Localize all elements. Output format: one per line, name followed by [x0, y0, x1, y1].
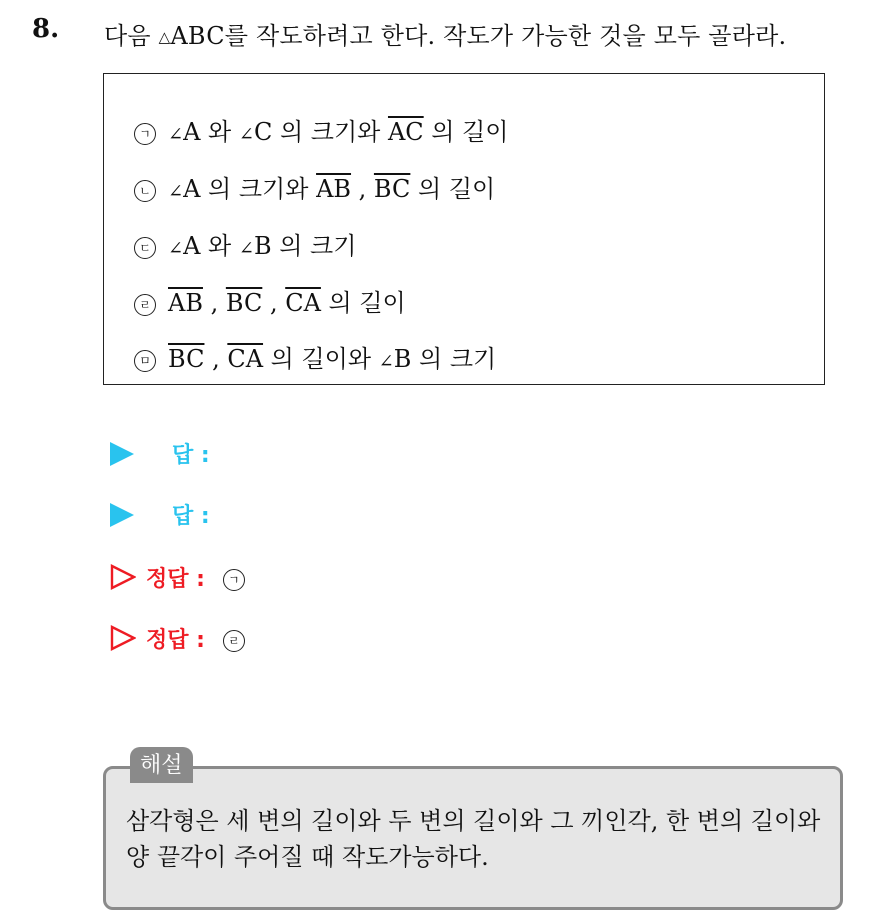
question-text-suffix: 를 작도하려고 한다. 작도가 가능한 것을 모두 골라라. [224, 22, 787, 50]
angle-symbol: ∠ [168, 124, 184, 145]
angle-symbol: ∠ [168, 181, 184, 202]
option-mark: ㄷ [134, 237, 156, 259]
answer-line-2 [110, 499, 210, 530]
explanation-tab: 해설 [130, 747, 193, 783]
angle-symbol: ∠ [238, 124, 254, 145]
option-text: 의 길이와 [263, 345, 379, 373]
question-text [104, 16, 786, 51]
answer-label: 답 : [172, 504, 210, 529]
angle-symbol: ∠ [238, 238, 254, 259]
triangle-name: ABC [170, 22, 225, 50]
option-text: , [351, 175, 374, 203]
explanation-box [103, 766, 843, 910]
option-mark: ㄱ [134, 123, 156, 145]
correct-value: ㄱ [223, 569, 245, 591]
option-3 [134, 226, 356, 261]
outline-arrow-icon [110, 564, 136, 590]
option-2 [134, 169, 495, 204]
answer-label: 답 : [172, 443, 210, 468]
option-text: , [262, 289, 286, 317]
answer-line-1 [110, 438, 210, 469]
option-text: B 의 크기 [393, 345, 497, 373]
option-text: A 의 크기와 [183, 175, 317, 203]
segment-label: $\overline{BC}$ [168, 345, 205, 373]
correct-label: 정답 : [146, 567, 205, 592]
option-5 [134, 339, 496, 374]
segment-label: $\overline{AB}$ [168, 289, 203, 317]
segment-label: $\overline{CA}$ [285, 289, 321, 317]
segment-label: $\overline{BC}$ [225, 289, 263, 317]
segment-label: $\overline{BC}$ [373, 175, 411, 203]
correct-value: ㄹ [223, 630, 245, 652]
question-text-prefix: 다음 [104, 22, 151, 50]
correct-answer-line-1 [110, 562, 245, 593]
outline-arrow-icon [110, 625, 136, 651]
segment-label: $\overline{AB}$ [316, 175, 352, 203]
segment-label: $\overline{CA}$ [227, 345, 264, 373]
option-text: 의 길이 [320, 289, 406, 317]
segment-label: $\overline{AC}$ [387, 118, 424, 146]
angle-symbol: ∠ [168, 238, 184, 259]
option-text: , [202, 289, 226, 317]
angle-symbol: ∠ [378, 351, 394, 372]
option-text: , [204, 345, 228, 373]
triangle-symbol: △ [158, 28, 171, 46]
option-text: 의 길이 [423, 118, 509, 146]
option-mark: ㅁ [134, 350, 156, 372]
option-text: B 의 크기 [253, 232, 357, 260]
option-text: 의 길이 [410, 175, 496, 203]
option-mark: ㄹ [134, 294, 156, 316]
correct-label: 정답 : [146, 628, 205, 653]
question-number: 8. [32, 14, 60, 44]
explanation-text: 삼각형은 세 변의 길이와 두 변의 길이와 그 끼인각, 한 변의 길이와 양 끝각이 주어질 때 작도가능하다. [126, 807, 821, 871]
option-text: C 의 크기와 [253, 118, 388, 146]
option-text: A 와 [183, 232, 239, 260]
option-4 [134, 283, 406, 318]
option-text: A 와 [183, 118, 239, 146]
correct-answer-line-2 [110, 623, 245, 654]
options-box [103, 73, 825, 385]
play-arrow-icon [110, 503, 134, 527]
option-mark: ㄴ [134, 180, 156, 202]
play-arrow-icon [110, 442, 134, 466]
option-1 [134, 112, 508, 147]
